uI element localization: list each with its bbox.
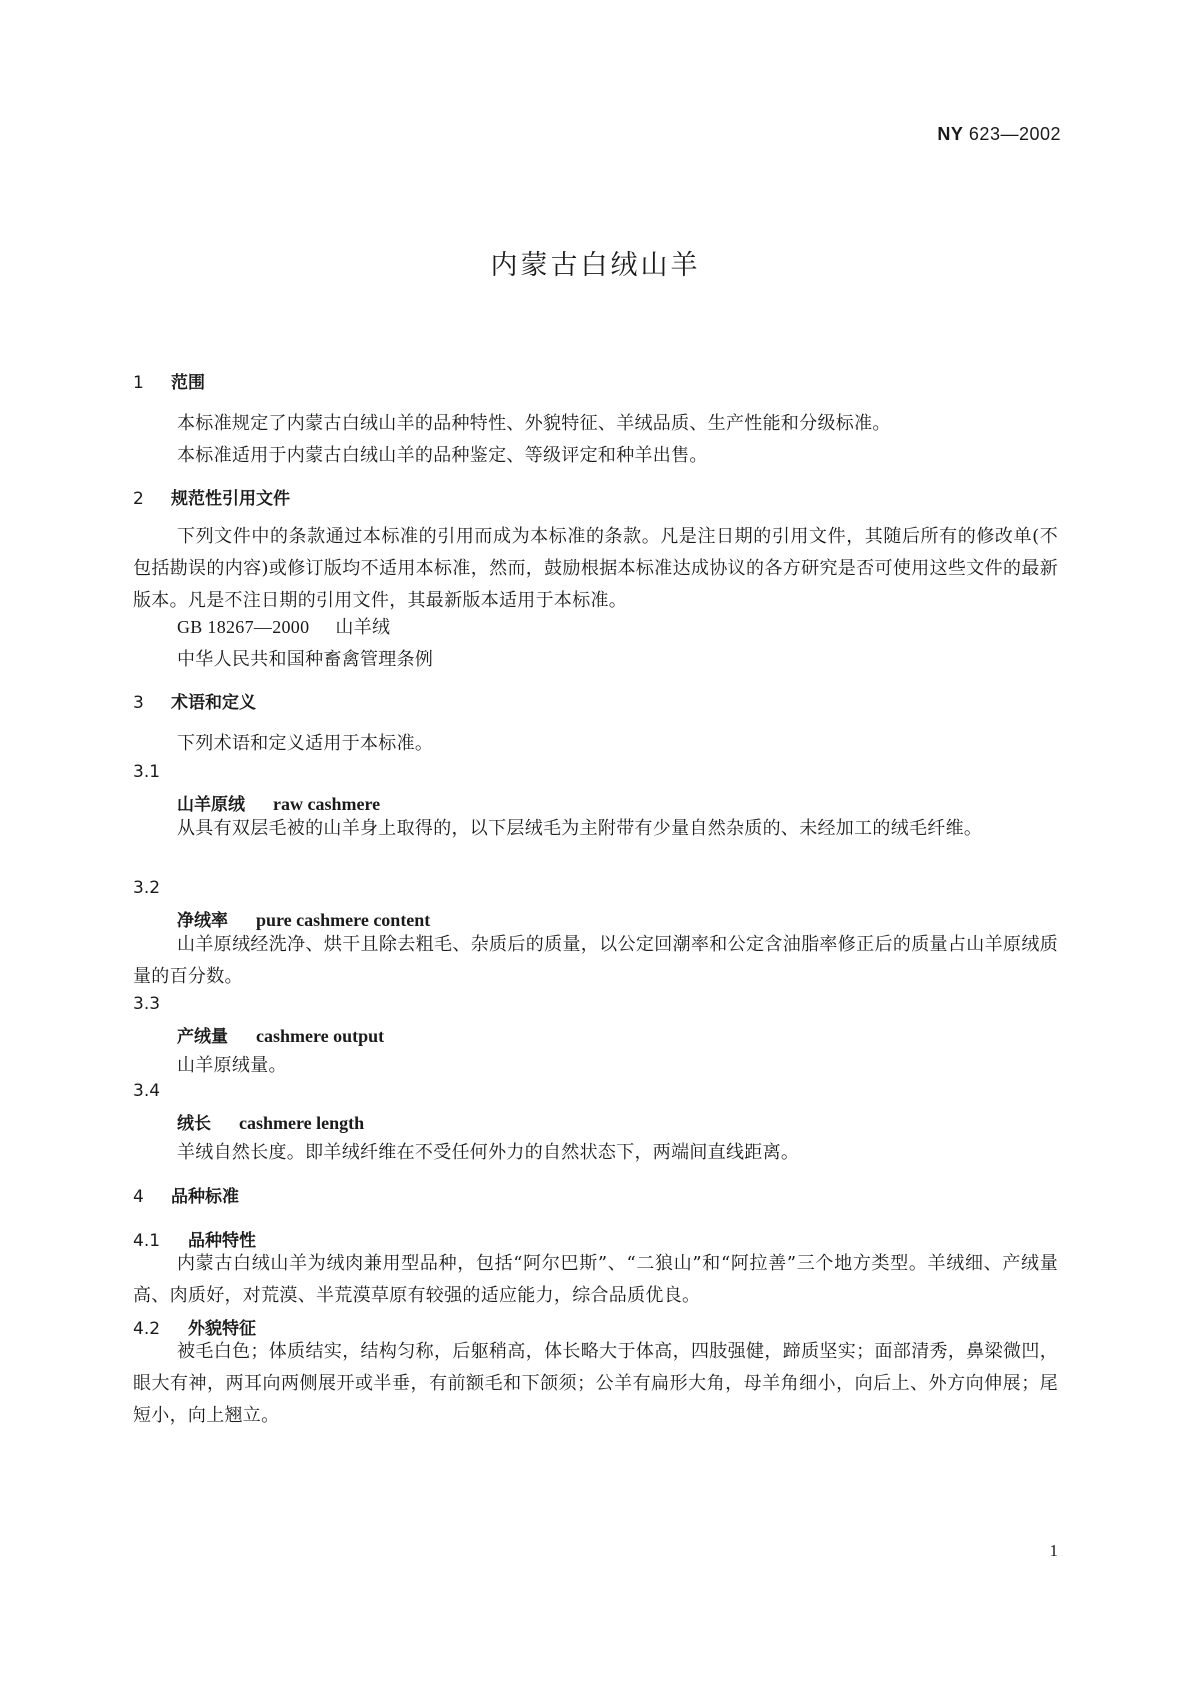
term-3-1-title: 山羊原绒 raw cashmere — [177, 794, 381, 815]
term-3-1-number: 3.1 — [133, 762, 161, 782]
term-3-4-title: 绒长 cashmere length — [177, 1113, 365, 1134]
section-2-para-1: 下列文件中的条款通过本标准的引用而成为本标准的条款。凡是注日期的引用文件，其随后所有的修改单(不包括勘误的内容)或修订版均不适用本标准，然而，鼓励根据本标准达成协议的各方研究是否可使用这些文件的最新版本。凡是不注日期的引用文件，其最新版本适用于本标准。 — [133, 526, 1058, 611]
section-2-heading: 2 规范性引用文件 — [133, 489, 290, 509]
term-3-1-definition: 从具有双层毛被的山羊身上取得的，以下层绒毛为主附带有少量自然杂质的、未经加工的绒毛纤维。 — [177, 818, 983, 839]
section-4-2-para: 被毛白色；体质结实，结构匀称，后躯稍高，体长略大于体高，四肢强健，蹄质坚实；面部清秀，鼻梁微凹，眼大有神，两耳向两侧展开或半垂，有前额毛和下颌须；公羊有扁形大角，母羊角细小，向后上、外方向伸展；尾短小，向上翘立。 — [133, 1341, 1058, 1426]
section-1-para-2: 本标准适用于内蒙古白绒山羊的品种鉴定、等级评定和种羊出售。 — [177, 445, 708, 466]
term-3-3-title: 产绒量 cashmere output — [177, 1026, 385, 1047]
term-3-2-number: 3.2 — [133, 878, 161, 898]
term-3-2-title: 净绒率 pure cashmere content — [177, 910, 431, 931]
standard-code: NY 623—2002 — [937, 124, 1061, 144]
term-3-2-definition: 山羊原绒经洗净、烘干且除去粗毛、杂质后的质量，以公定回潮率和公定含油脂率修正后的质量占山羊原绒质量的百分数。 — [133, 934, 1058, 987]
section-1-heading: 1 范围 — [133, 373, 205, 393]
section-4-2-heading: 4.2 外貌特征 — [133, 1319, 256, 1339]
section-4-heading: 4 品种标准 — [133, 1187, 239, 1207]
section-4-1-heading: 4.1 品种特性 — [133, 1231, 256, 1251]
page-number: 1 — [1049, 1541, 1058, 1560]
section-1-para-1: 本标准规定了内蒙古白绒山羊的品种特性、外貌特征、羊绒品质、生产性能和分级标准。 — [177, 413, 891, 434]
section-4-1-para: 内蒙古白绒山羊为绒肉兼用型品种，包括“阿尔巴斯”、“二狼山”和“阿拉善”三个地方类型。羊绒细、产绒量高、肉质好，对荒漠、半荒漠草原有较强的适应能力，综合品质优良。 — [133, 1253, 1058, 1306]
section-3-para-1: 下列术语和定义适用于本标准。 — [177, 733, 434, 754]
reference-gb18267: GB 18267—2000 山羊绒 — [177, 617, 391, 638]
document-title: 内蒙古白绒山羊 — [490, 250, 701, 280]
term-3-3-number: 3.3 — [133, 994, 161, 1014]
term-3-4-number: 3.4 — [133, 1081, 161, 1101]
reference-regulation: 中华人民共和国种畜禽管理条例 — [177, 649, 434, 670]
term-3-4-definition: 羊绒自然长度。即羊绒纤维在不受任何外力的自然状态下，两端间直线距离。 — [177, 1142, 800, 1163]
section-3-heading: 3 术语和定义 — [133, 693, 256, 713]
term-3-3-definition: 山羊原绒量。 — [177, 1055, 287, 1076]
